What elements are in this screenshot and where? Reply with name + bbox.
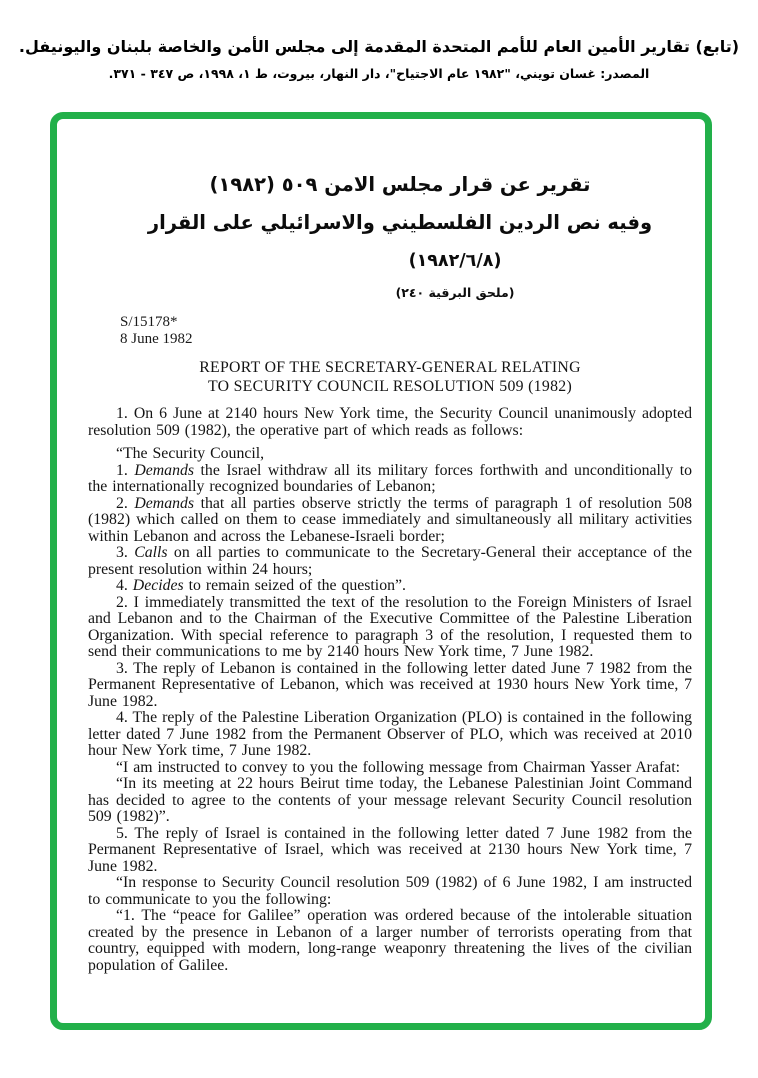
document-symbol: S/15178* [120, 314, 178, 330]
paragraph: “1. The “peace for Galilee” operation was ordered because of the intolerable situation created by the presence in Lebanon of a larger number of terrorists operating from that country, equipped with modern, long-range weaponry threatening the lives of the civilian population of Galilee. [88, 907, 692, 974]
header-source-line: المصدر: غسان تويني، "١٩٨٢ عام الاجتياح"، دار النهار، بيروت، ط ١، ١٩٩٨، ص ٣٤٧ - ٣٧١. [108, 66, 650, 81]
paragraph: 5. The reply of Israel is contained in the following letter dated 7 June 1982 from the Permanent Representative of Israel, which was received at 2130 hours New York time, 7 June 1982. [88, 824, 692, 875]
report-title [88, 358, 692, 396]
paragraph: 1. Demands the Israel withdraw all its military forces forthwith and unconditionally to the internationally recognized boundaries of Lebanon; [88, 461, 693, 495]
paragraph: 2. Demands that all parties observe strictly the terms of paragraph 1 of resolution 508 (1982) which called on them to cease immediately and simultaneously all military activities within Lebanon and across the Lebanese-Israeli border; [88, 494, 693, 545]
arabic-title-date: (١٩٨٢/٦/٨) [408, 251, 502, 271]
paragraph: 3. Calls on all parties to communicate to the Secretary-General their acceptance of the present resolution within 24 hours; [88, 544, 692, 578]
paragraph: 1. On 6 June at 2140 hours New York time, the Security Council unanimously adopted resolution 509 (1982), the operative part of which reads as follows: [88, 405, 692, 439]
arabic-header [0, 33, 758, 84]
arabic-title-attachment-note: (ملحق البرقية ٢٤٠) [395, 285, 515, 300]
paragraph: “In its meeting at 22 hours Beirut time today, the Lebanese Palestinian Joint Command has decided to agree to the contents of your message relevant Security Council resolution 509 (1982)”. [88, 775, 692, 825]
paragraph: “In response to Security Council resolution 509 (1982) of 6 June 1982, I am instructed to communicate to you the following: [88, 874, 692, 908]
body-paragraphs [88, 406, 692, 974]
document-content [57, 166, 705, 974]
report-title-line2: TO SECURITY COUNCIL RESOLUTION 509 (1982) [207, 378, 573, 395]
arabic-title-line1: تقرير عن قرار مجلس الامن ٥٠٩ (١٩٨٢) [209, 173, 591, 196]
paragraph: 2. I immediately transmitted the text of the resolution to the Foreign Ministers of Israel and Lebanon and to the Chairman of the Executive Committee of the Palestine Liberation Organization. With special reference to paragraph 3 of the resolution, I requested them to send their communications to me by 2140 hours New York time, 7 June 1982. [88, 593, 692, 660]
header-title-line: (تابع) تقارير الأمين العام للأمم المتحدة المقدمة إلى مجلس الأمن والخاصة بلبنان واليونيفل. [18, 37, 740, 56]
document-date: 8 June 1982 [120, 331, 193, 347]
paragraph: 4. The reply of the Palestine Liberation Organization (PLO) is contained in the following letter dated 7 June 1982 from the Permanent Observer of PLO, which was received at 2010 hour New York time, 7 June 1982. [88, 709, 692, 759]
paragraph: “I am instructed to convey to you the following message from Chairman Yasser Arafat: [116, 758, 681, 776]
report-title-line1: REPORT OF THE SECRETARY-GENERAL RELATING [199, 359, 581, 376]
paragraph: “The Security Council, [116, 445, 265, 462]
document-symbol-block [120, 314, 692, 348]
arabic-title-line2: وفيه نص الردين الفلسطيني والاسرائيلي على القرار [147, 211, 653, 234]
green-border-frame [50, 112, 712, 1030]
paragraph: 3. The reply of Lebanon is contained in the following letter dated June 7 1982 from the Permanent Representative of Lebanon, which was received at 1930 hours New York time, 7 June 1982. [88, 659, 692, 710]
paragraph: 4. Decides to remain seized of the question”. [116, 577, 406, 594]
arabic-title-block [98, 166, 702, 306]
